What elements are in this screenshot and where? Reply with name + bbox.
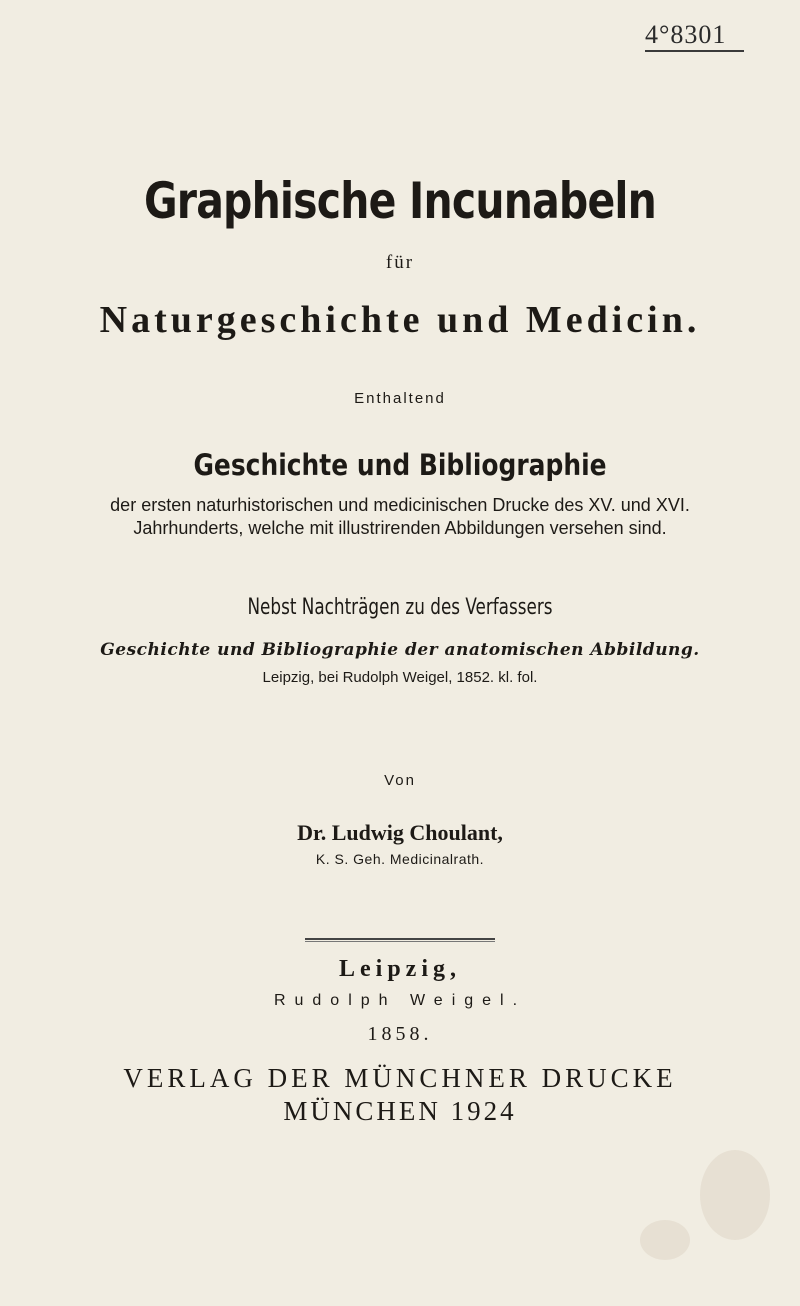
shelfmark: 4°8301 xyxy=(645,20,744,52)
description: der ersten naturhistorischen und medicinischen Drucke des XV. und XVI. Jahrhunderts, welche mit illustrirenden Abbildungen versehen sind. xyxy=(110,495,690,538)
for-word: für xyxy=(385,252,415,273)
imprint-publisher: Rudolph Weigel. xyxy=(273,992,527,1009)
subject-line: Naturgeschichte und Medicin. xyxy=(99,299,701,341)
imprint-city: Leipzig, xyxy=(339,956,461,982)
page-title: Graphische Incunabeln xyxy=(143,172,657,230)
author-name: Dr. Ludwig Choulant, xyxy=(297,820,503,845)
imprint-year: 1858. xyxy=(367,1023,433,1045)
supplement-work: Geschichte und Bibliographie der anatomischen Abbildung. xyxy=(100,640,700,660)
paper-stain xyxy=(700,1150,770,1240)
divider-rule xyxy=(305,938,495,942)
reprint-publisher: VERLAG DER MÜNCHNER DRUCKE xyxy=(123,1063,677,1093)
supplement-imprint: Leipzig, bei Rudolph Weigel, 1852. kl. fol. xyxy=(262,669,538,686)
paper-stain xyxy=(640,1220,690,1260)
supplement-heading: Nebst Nachträgen zu des Verfassers xyxy=(247,595,553,620)
containing-word: Enthaltend xyxy=(354,390,446,407)
reprint-place-year: MÜNCHEN 1924 xyxy=(283,1096,517,1126)
by-word: Von xyxy=(384,772,416,789)
author-title: K. S. Geh. Medicinalrath. xyxy=(315,851,485,867)
section-title: Geschichte und Bibliographie xyxy=(193,448,607,482)
